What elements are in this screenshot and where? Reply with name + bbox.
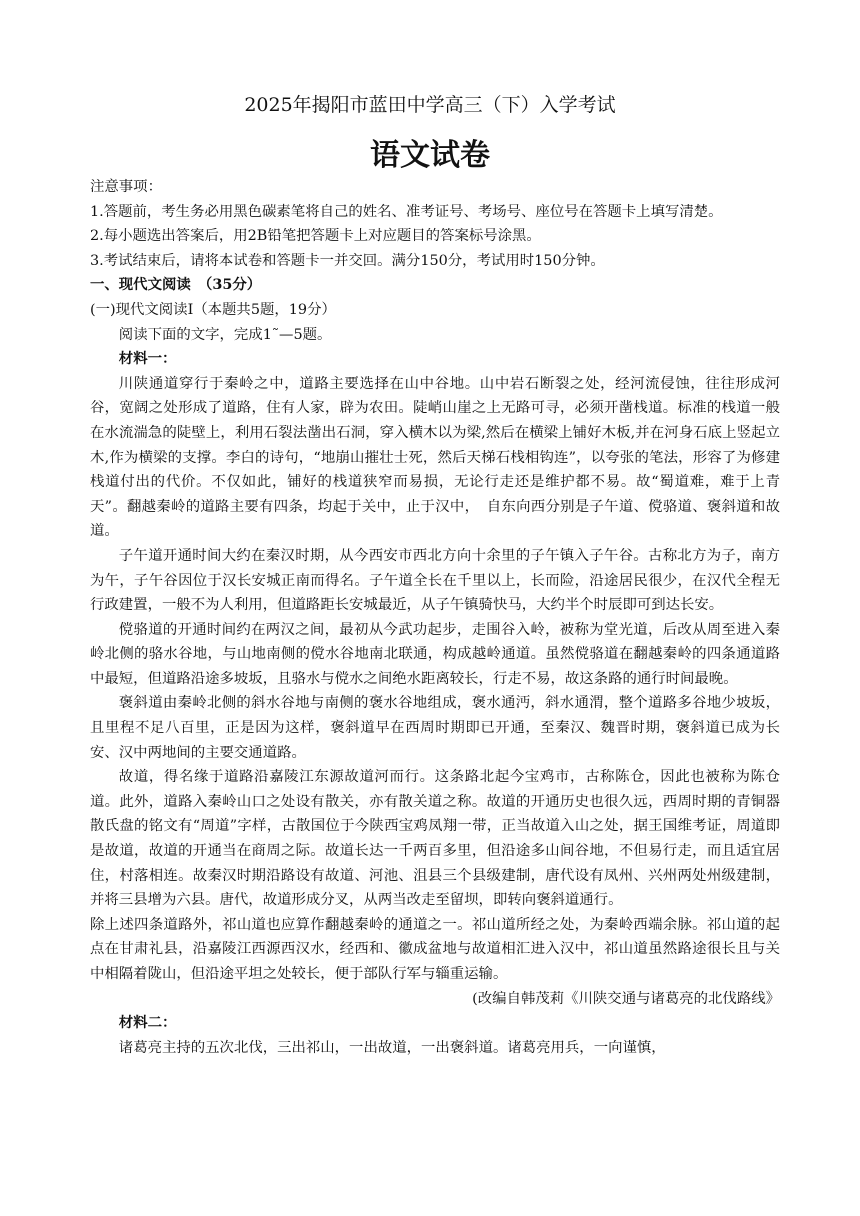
section-instruction: 阅读下面的文字，完成1˜—5题。 bbox=[118, 326, 332, 343]
material-1-paragraph: 故道，得名缘于道路沿嘉陵江东源故道河而行。这条路北起今宝鸡市，古称陈仓，因此也被称为陈仓道。此外，道路入秦岭山口之处设有散关，亦有散关道之称。故道的开通历史也很久远，西周时期的青铜器散氏盘的铭文有“周道”字样，古散国位于今陕西宝鸡凤翔一带，正当故道入山之处，据王国维考证，周道即是故道，故道的开通当在商周之际。故道长达一千两百多里，但沿途多山间谷地，不但易行走，而且适宜居住，村落相连。故秦汉时期沿路设有故道、河池、沮县三个县级建制，唐代设有凤州、兴州两处州级建制，并将三县增为六县。唐代，故道形成分叉，从两当改走至留坝，即转向褒斜道通行。 bbox=[90, 769, 780, 909]
notice-item-1: 1.答题前，考生务必用黑色碳素笔将自己的姓名、准考证号、考场号、座位号在答题卡上填写清楚。 bbox=[90, 203, 723, 220]
material-2-paragraph: 诸葛亮主持的五次北伐，三出祁山，一出故道，一出褒斜道。诸葛亮用兵，一向谨慎， bbox=[118, 1039, 666, 1056]
subject-title: 语文试卷 bbox=[370, 138, 490, 173]
material-1-label: 材料一： bbox=[118, 350, 177, 368]
material-1-paragraph: 子午道开通时间大约在秦汉时期，从今西安市西北方向十余里的子午镇入子午谷。古称北方为子，南方为午，子午谷因位于汉长安城正南而得名。子午道全长在千里以上，长而险，沿途居民很少，在汉代全程无行政建置，一般不为人利用，但道路距长安城最近，从子午镇骑快马，大约半个时辰即可到达长安。 bbox=[90, 547, 780, 614]
section-heading: 一、现代文阅读 （35分） bbox=[90, 276, 262, 294]
material-1-paragraph: 褒斜道由秦岭北侧的斜水谷地与南侧的褒水谷地组成，褒水通沔，斜水通渭，整个道路多谷地少坡坂，且里程不足八百里，正是因为这样，褒斜道早在西周时期即已开通，至秦汉、魏晋时期，褒斜道已成为长安、汉中两地间的主要交通道路。 bbox=[90, 695, 780, 761]
exam-body bbox=[90, 175, 780, 1060]
material-1-extra-paragraph: 除上述四条道路外，祁山道也应算作翻越秦岭的通道之一。祁山道所经之处，为秦岭西端余脉。祁山道的起点在甘肃礼县，沿嘉陵江西源西汉水，经西和、徽成盆地与故道相汇进入汉中，祁山道虽然路途很长且与关中相隔着陇山，但沿途平坦之处较长，便于部队行军与辎重运输。 bbox=[90, 916, 780, 982]
material-2-label: 材料二： bbox=[118, 1014, 177, 1032]
material-1-paragraph: 川陕通道穿行于秦岭之中，道路主要选择在山中谷地。山中岩石断裂之处，经河流侵蚀，往往形成河谷，宽阔之处形成了道路，住有人家，辟为农田。陡峭山崖之上无路可寻，必须开凿栈道。标准的栈道一般在水流湍急的陡壁上，利用石裂法凿出石洞，穿入横木以为梁,然后在横梁上铺好木板,并在河身石底上竖起立木,作为横梁的支撑。李白的诗句，“地崩山摧壮士死，然后天梯石栈相钩连”，以夸张的笔法，形容了为修建栈道付出的代价。不仅如此，铺好的栈道狭窄而易损，无论行走还是维护都不易。故“蜀道难，难于上青天”。翻越秦岭的道路主要有四条，均起于关中，止于汉中， 自东向西分别是子午道、傥骆道、褒斜道和故道。 bbox=[90, 375, 780, 540]
notice-heading: 注意事项： bbox=[90, 179, 162, 195]
notice-item-2: 2.每小题选出答案后，用2B铅笔把答题卡上对应题目的答案标号涂黑。 bbox=[90, 228, 541, 245]
material-1-paragraph: 傥骆道的开通时间约在两汉之间，最初从今武功起步，走围谷入岭，被称为堂光道，后改从周至进入秦岭北侧的骆水谷地，与山地南侧的傥水谷地南北联通，构成越岭通道。虽然傥骆道在翻越秦岭的四条通道路中最短，但道路沿途多坡坂，且骆水与傥水之间绝水距离较长，行走不易，故这条路的通行时间最晚。 bbox=[90, 621, 780, 687]
section-sub-heading: (一)现代文阅读Ⅰ（本题共5题，19分） bbox=[90, 301, 336, 318]
notice-item-3: 3.考试结束后，请将本试卷和答题卡一并交回。满分150分，考试用时150分钟。 bbox=[90, 252, 605, 269]
material-1-source: (改编自韩茂莉《川陕交通与诸葛亮的北伐路线》 bbox=[472, 990, 780, 1007]
exam-title: 2025年揭阳市蓝田中学高三（下）入学考试 bbox=[244, 94, 616, 116]
